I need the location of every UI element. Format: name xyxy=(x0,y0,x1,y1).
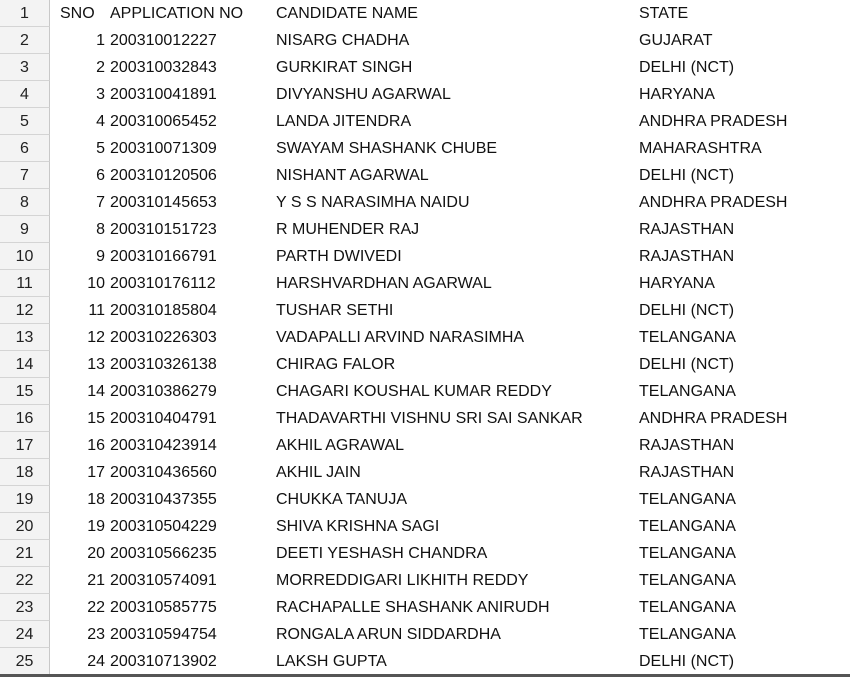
cell-candidate-name[interactable]: AKHIL JAIN xyxy=(276,464,361,481)
row-number[interactable]: 11 xyxy=(0,270,50,297)
cell-sno[interactable]: 8 xyxy=(96,221,105,238)
cell-candidate-name[interactable]: RACHAPALLE SHASHANK ANIRUDH xyxy=(276,599,550,616)
table-row xyxy=(0,432,850,459)
row-number[interactable]: 25 xyxy=(0,648,50,675)
table-row xyxy=(0,27,850,54)
table-row xyxy=(0,486,850,513)
cell-state[interactable]: DELHI (NCT) xyxy=(639,302,735,319)
cell-state[interactable]: DELHI (NCT) xyxy=(639,167,735,184)
cell-candidate-name[interactable]: SHIVA KRISHNA SAGI xyxy=(276,518,440,535)
cell-application-no[interactable]: 200310404791 xyxy=(110,410,217,427)
cell-application-no[interactable]: 200310226303 xyxy=(110,329,217,346)
cell-application-no[interactable]: 200310386279 xyxy=(110,383,217,400)
cell-sno[interactable]: 6 xyxy=(96,167,105,184)
cell-candidate-name[interactable]: THADAVARTHI VISHNU SRI SAI SANKAR xyxy=(276,410,583,427)
cell-state[interactable]: TELANGANA xyxy=(639,545,736,562)
cell-state[interactable]: HARYANA xyxy=(639,275,715,292)
cell-state[interactable]: TELANGANA xyxy=(639,599,736,616)
cell-application-no[interactable]: 200310032843 xyxy=(110,59,217,76)
table-row xyxy=(0,108,850,135)
row-number[interactable]: 4 xyxy=(0,81,50,108)
cell-sno[interactable]: 4 xyxy=(96,113,105,130)
cell-application-no[interactable]: 200310120506 xyxy=(110,167,217,184)
row-number[interactable]: 19 xyxy=(0,486,50,513)
table-row xyxy=(0,459,850,486)
cell-candidate-name[interactable]: LANDA JITENDRA xyxy=(276,113,412,130)
cell-application-no[interactable]: 200310185804 xyxy=(110,302,217,319)
cell-state[interactable]: RAJASTHAN xyxy=(639,248,735,265)
table-row xyxy=(0,594,850,621)
table-row xyxy=(0,135,850,162)
cell-candidate-name[interactable]: MORREDDIGARI LIKHITH REDDY xyxy=(276,572,529,589)
cell-application-no[interactable]: 200310574091 xyxy=(110,572,217,589)
row-number[interactable]: 18 xyxy=(0,459,50,486)
cell-candidate-name[interactable]: PARTH DWIVEDI xyxy=(276,248,402,265)
table-row xyxy=(0,405,850,432)
cell-application-no[interactable]: 200310423914 xyxy=(110,437,217,454)
cell-application-no[interactable]: 200310176112 xyxy=(110,275,216,292)
cell-sno[interactable]: 20 xyxy=(87,545,105,562)
table-row xyxy=(0,81,850,108)
row-number[interactable]: 14 xyxy=(0,351,50,378)
cell-state[interactable]: RAJASTHAN xyxy=(639,437,735,454)
table-row xyxy=(0,513,850,540)
cell-sno[interactable]: 10 xyxy=(87,275,105,292)
row-number[interactable]: 2 xyxy=(0,27,50,54)
table-row xyxy=(0,648,850,675)
cell-application-no[interactable]: 200310071309 xyxy=(110,140,217,157)
cell-candidate-name[interactable]: TUSHAR SETHI xyxy=(276,302,394,319)
cell-sno[interactable]: 18 xyxy=(87,491,105,508)
cell-state[interactable]: TELANGANA xyxy=(639,572,736,589)
cell-candidate-name[interactable]: LAKSH GUPTA xyxy=(276,653,387,670)
cell-application-no[interactable]: 200310145653 xyxy=(110,194,217,211)
cell-application-no[interactable]: 200310713902 xyxy=(110,653,217,670)
cell-sno[interactable]: 24 xyxy=(87,653,105,670)
cell-state[interactable]: DELHI (NCT) xyxy=(639,653,735,670)
header-row xyxy=(0,0,850,27)
cell-application-no[interactable]: 200310585775 xyxy=(110,599,217,616)
cell-candidate-name[interactable]: HARSHVARDHAN AGARWAL xyxy=(276,275,492,292)
cell-sno[interactable]: 2 xyxy=(96,59,105,76)
table-row xyxy=(0,189,850,216)
cell-application-no[interactable]: 200310566235 xyxy=(110,545,217,562)
cell-candidate-name[interactable]: AKHIL AGRAWAL xyxy=(276,437,405,454)
cell-candidate-name[interactable]: DIVYANSHU AGARWAL xyxy=(276,86,451,103)
table-row xyxy=(0,324,850,351)
table-row xyxy=(0,567,850,594)
cell-state[interactable]: DELHI (NCT) xyxy=(639,356,735,373)
cell-candidate-name[interactable]: NISHANT AGARWAL xyxy=(276,167,429,184)
cell-application-no[interactable]: 200310594754 xyxy=(110,626,217,643)
cell-state[interactable]: RAJASTHAN xyxy=(639,221,735,238)
cell-sno[interactable]: 9 xyxy=(96,248,105,265)
row-number[interactable]: 8 xyxy=(0,189,50,216)
cell-candidate-name[interactable]: R MUHENDER RAJ xyxy=(276,221,420,238)
cell-sno[interactable]: 7 xyxy=(96,194,105,211)
cell-candidate-name[interactable]: RONGALA ARUN SIDDARDHA xyxy=(276,626,501,643)
row-number[interactable]: 1 xyxy=(0,0,50,27)
cell-candidate-name[interactable]: SWAYAM SHASHANK CHUBE xyxy=(276,140,498,157)
cell-sno[interactable]: 13 xyxy=(87,356,105,373)
row-number[interactable]: 13 xyxy=(0,324,50,351)
row-number[interactable]: 3 xyxy=(0,54,50,81)
cell-candidate-name[interactable]: NISARG CHADHA xyxy=(276,32,410,49)
cell-application-no[interactable]: 200310436560 xyxy=(110,464,217,481)
cell-sno[interactable]: 15 xyxy=(87,410,105,427)
cell-sno[interactable]: 3 xyxy=(96,86,105,103)
table-row xyxy=(0,621,850,648)
cell-sno[interactable]: 21 xyxy=(87,572,105,589)
table-row xyxy=(0,162,850,189)
header-sno[interactable]: SNO xyxy=(60,5,95,22)
cell-state[interactable]: GUJARAT xyxy=(639,32,713,49)
row-number[interactable]: 5 xyxy=(0,108,50,135)
table-row xyxy=(0,243,850,270)
cell-state[interactable]: TELANGANA xyxy=(639,383,736,400)
cell-application-no[interactable]: 200310326138 xyxy=(110,356,217,373)
row-number[interactable]: 23 xyxy=(0,594,50,621)
table-row xyxy=(0,216,850,243)
cell-application-no[interactable]: 200310065452 xyxy=(110,113,217,130)
row-number[interactable]: 7 xyxy=(0,162,50,189)
cell-candidate-name[interactable]: Y S S NARASIMHA NAIDU xyxy=(276,194,470,211)
cell-candidate-name[interactable]: GURKIRAT SINGH xyxy=(276,59,413,76)
cell-application-no[interactable]: 200310166791 xyxy=(110,248,217,265)
cell-state[interactable]: TELANGANA xyxy=(639,491,736,508)
table-row xyxy=(0,378,850,405)
cell-candidate-name[interactable]: CHUKKA TANUJA xyxy=(276,491,407,508)
header-state[interactable]: STATE xyxy=(639,5,689,22)
cell-sno[interactable]: 23 xyxy=(87,626,105,643)
cell-application-no[interactable]: 200310151723 xyxy=(110,221,217,238)
cell-state[interactable]: ANDHRA PRADESH xyxy=(639,113,788,130)
cell-application-no[interactable]: 200310504229 xyxy=(110,518,217,535)
cell-candidate-name[interactable]: CHAGARI KOUSHAL KUMAR REDDY xyxy=(276,383,552,400)
row-number[interactable]: 24 xyxy=(0,621,50,648)
cell-application-no[interactable]: 200310012227 xyxy=(110,32,217,49)
row-number[interactable]: 22 xyxy=(0,567,50,594)
table-row xyxy=(0,54,850,81)
cell-state[interactable]: ANDHRA PRADESH xyxy=(639,410,788,427)
cell-candidate-name[interactable]: DEETI YESHASH CHANDRA xyxy=(276,545,488,562)
table-row xyxy=(0,540,850,567)
row-number[interactable]: 21 xyxy=(0,540,50,567)
row-number[interactable]: 10 xyxy=(0,243,50,270)
cell-state[interactable]: HARYANA xyxy=(639,86,715,103)
cell-sno[interactable]: 1 xyxy=(96,32,105,49)
cell-sno[interactable]: 16 xyxy=(87,437,105,454)
cell-candidate-name[interactable]: CHIRAG FALOR xyxy=(276,356,396,373)
row-number[interactable]: 9 xyxy=(0,216,50,243)
cell-application-no[interactable]: 200310437355 xyxy=(110,491,217,508)
row-number[interactable]: 20 xyxy=(0,513,50,540)
header-application-no[interactable]: APPLICATION NO xyxy=(110,5,244,22)
cell-sno[interactable]: 17 xyxy=(87,464,105,481)
row-number[interactable]: 17 xyxy=(0,432,50,459)
cell-sno[interactable]: 11 xyxy=(88,302,105,319)
cell-state[interactable]: TELANGANA xyxy=(639,626,736,643)
table-row xyxy=(0,270,850,297)
cell-state[interactable]: DELHI (NCT) xyxy=(639,59,735,76)
cell-state[interactable]: TELANGANA xyxy=(639,518,736,535)
cell-state[interactable]: RAJASTHAN xyxy=(639,464,735,481)
row-number[interactable]: 6 xyxy=(0,135,50,162)
cell-application-no[interactable]: 200310041891 xyxy=(110,86,217,103)
row-number[interactable]: 15 xyxy=(0,378,50,405)
cell-state[interactable]: MAHARASHTRA xyxy=(639,140,762,157)
cell-candidate-name[interactable]: VADAPALLI ARVIND NARASIMHA xyxy=(276,329,525,346)
cell-state[interactable]: TELANGANA xyxy=(639,329,736,346)
table-row xyxy=(0,351,850,378)
cell-sno[interactable]: 5 xyxy=(96,140,105,157)
row-number[interactable]: 12 xyxy=(0,297,50,324)
row-number[interactable]: 16 xyxy=(0,405,50,432)
cell-sno[interactable]: 14 xyxy=(87,383,105,400)
table-row xyxy=(0,297,850,324)
header-candidate-name[interactable]: CANDIDATE NAME xyxy=(276,5,418,22)
cell-sno[interactable]: 19 xyxy=(87,518,105,535)
cell-state[interactable]: ANDHRA PRADESH xyxy=(639,194,788,211)
cell-sno[interactable]: 12 xyxy=(87,329,105,346)
cell-sno[interactable]: 22 xyxy=(87,599,105,616)
